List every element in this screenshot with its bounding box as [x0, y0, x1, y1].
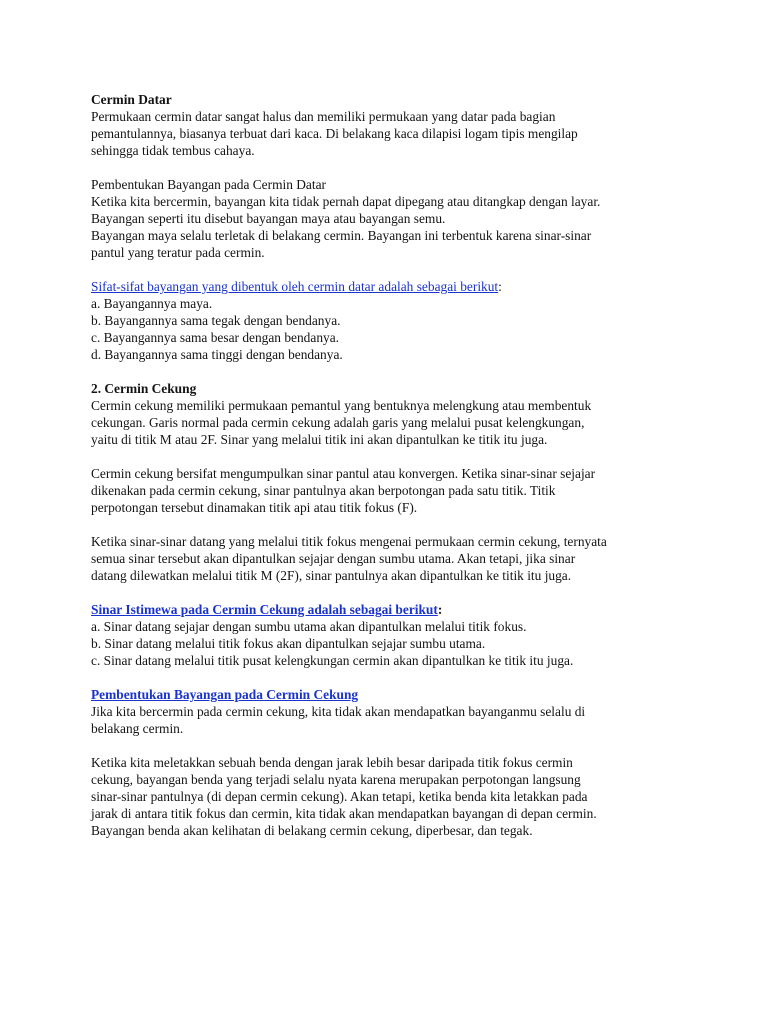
sifat-link[interactable]: Sifat-sifat bayangan yang dibentuk oleh cermin datar adalah sebagai berikut [91, 279, 499, 294]
paragraph-line: Permukaan cermin datar sangat halus dan memiliki permukaan yang datar pada bagian [91, 109, 556, 124]
paragraph-line: cekungan. Garis normal pada cermin cekung adalah garis yang melalui pusat kelengkungan, [91, 415, 585, 430]
sifat-section [91, 278, 691, 363]
paragraph-line: Cermin cekung memiliki permukaan pemantul yang bentuknya melengkung atau membentuk [91, 398, 592, 413]
paragraph-line: dikenakan pada cermin cekung, sinar pantulnya akan berpotongan pada satu titik. Titik [91, 483, 556, 498]
istimewa-section [91, 601, 691, 669]
paragraph-line: Ketika kita meletakkan sebuah benda dengan jarak lebih besar daripada titik fokus cermin [91, 755, 573, 770]
paragraph-line: Ketika sinar-sinar datang yang melalui titik fokus mengenai permukaan cermin cekung, ternyata [91, 534, 607, 549]
paragraph-line: belakang cermin. [91, 721, 184, 736]
list-item: a. Sinar datang sejajar dengan sumbu utama akan dipantulkan melalui titik fokus. [91, 619, 527, 634]
sifat-heading-line [91, 278, 691, 295]
cermin-cekung-intro [91, 380, 691, 448]
list-item: b. Bayangannya sama tegak dengan bendanya. [91, 313, 341, 328]
konvergen-paragraph [91, 465, 691, 516]
document-page [91, 91, 691, 856]
list-item: c. Bayangannya sama besar dengan bendanya. [91, 330, 339, 345]
paragraph-line: sinar-sinar pantulnya (di depan cermin cekung). Akan tetapi, ketika benda kita letakkan pada [91, 789, 588, 804]
colon: : [437, 602, 443, 617]
paragraph-line: yaitu di titik M atau 2F. Sinar yang melalui titik ini akan dipantulkan ke titik itu juga. [91, 432, 548, 447]
paragraph-line: Ketika kita bercermin, bayangan kita tidak pernah dapat dipegang atau ditangkap dengan layar. [91, 194, 601, 209]
paragraph-line: datang dilewatkan melalui titik M (2F), sinar pantulnya akan dipantulkan ke titik itu juga. [91, 568, 572, 583]
paragraph-line: jarak di antara titik fokus dan cermin, kita tidak akan mendapatkan bayangan di depan cermin. [91, 806, 597, 821]
list-item: a. Bayangannya maya. [91, 296, 213, 311]
paragraph-line: Bayangan maya selalu terletak di belakang cermin. Bayangan ini terbentuk karena sinar-sinar [91, 228, 592, 243]
pembentukan-cekung-heading-line [91, 686, 691, 703]
ketika-paragraph [91, 754, 691, 839]
paragraph-line: Cermin cekung bersifat mengumpulkan sinar pantul atau konvergen. Ketika sinar-sinar sejajar [91, 466, 596, 481]
istimewa-link[interactable]: Sinar Istimewa pada Cermin Cekung adalah sebagai berikut [91, 602, 438, 617]
list-item: d. Bayangannya sama tinggi dengan bendanya. [91, 347, 343, 362]
fokus-paragraph [91, 533, 691, 584]
list-item: c. Sinar datang melalui titik pusat kelengkungan cermin akan dipantulkan ke titik itu juga. [91, 653, 574, 668]
cermin-datar-heading: Cermin Datar [91, 92, 172, 107]
paragraph-line: cekung, bayangan benda yang terjadi selalu nyata karena merupakan perpotongan langsung [91, 772, 581, 787]
colon: : [498, 279, 502, 294]
paragraph-line: semua sinar tersebut akan dipantulkan sejajar dengan sumbu utama. Akan tetapi, jika sinar [91, 551, 576, 566]
paragraph-line: Bayangan seperti itu disebut bayangan maya atau bayangan semu. [91, 211, 446, 226]
paragraph-line: pemantulannya, biasanya terbuat dari kaca. Di belakang kaca dilapisi logam tipis mengilap [91, 126, 578, 141]
paragraph-line: Jika kita bercermin pada cermin cekung, kita tidak akan mendapatkan bayanganmu selalu di [91, 704, 586, 719]
list-item: b. Sinar datang melalui titik fokus akan dipantulkan sejajar sumbu utama. [91, 636, 486, 651]
pembentukan-datar-section [91, 176, 691, 261]
pembentukan-datar-title: Pembentukan Bayangan pada Cermin Datar [91, 177, 327, 192]
paragraph-line: perpotongan tersebut dinamakan titik api atau titik fokus (F). [91, 500, 418, 515]
paragraph-line: Bayangan benda akan kelihatan di belakang cermin cekung, diperbesar, dan tegak. [91, 823, 533, 838]
cermin-datar-intro [91, 91, 691, 159]
paragraph-line: pantul yang teratur pada cermin. [91, 245, 265, 260]
cermin-cekung-heading: 2. Cermin Cekung [91, 381, 197, 396]
paragraph-line: sehingga tidak tembus cahaya. [91, 143, 255, 158]
istimewa-heading-line [91, 601, 691, 618]
pembentukan-cekung-link[interactable]: Pembentukan Bayangan pada Cermin Cekung [91, 687, 359, 702]
pembentukan-cekung-section [91, 686, 691, 737]
